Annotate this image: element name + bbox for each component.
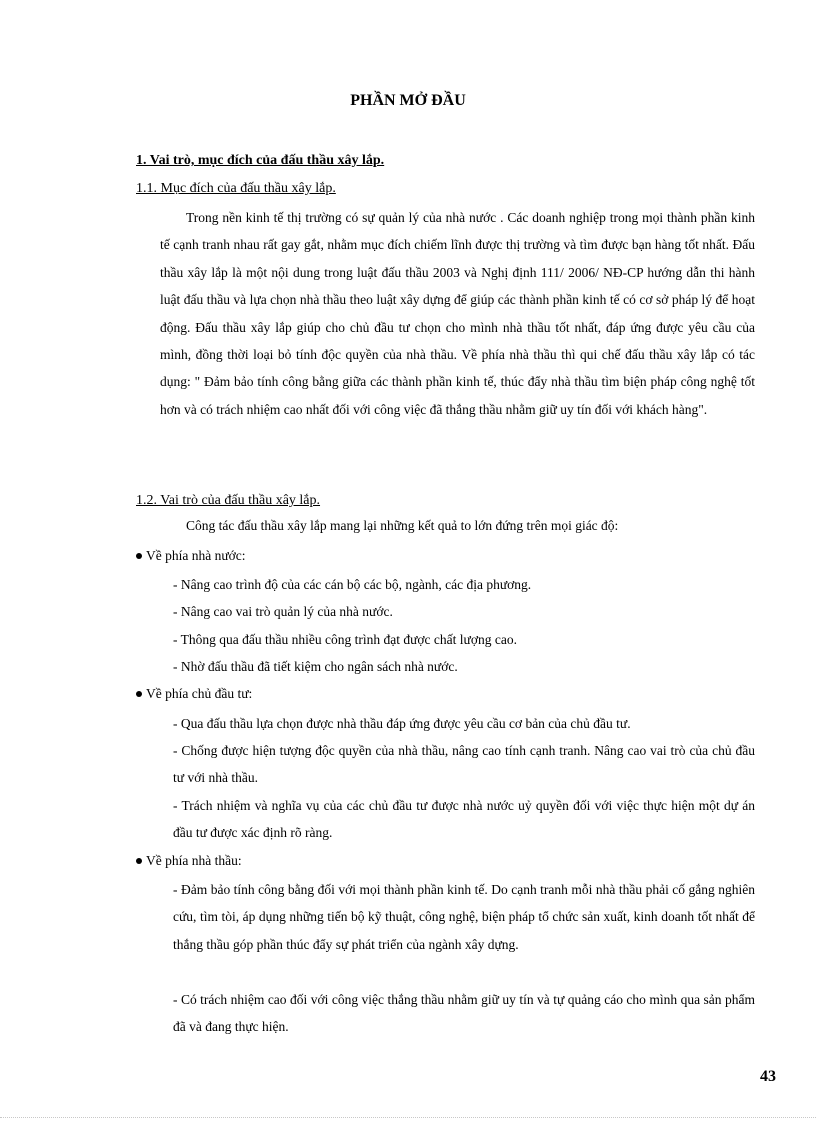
bullet-state-label: Về phía nhà nước:: [146, 548, 246, 563]
paragraph-purpose: [160, 204, 755, 423]
bullet-state: [136, 548, 246, 564]
bullet-investor: [136, 686, 252, 702]
bullet-investor-label: Về phía chủ đầu tư:: [146, 686, 253, 701]
page-bottom-divider: [0, 1117, 816, 1118]
bullet-dot-icon: [136, 553, 142, 559]
paragraph-purpose-text: Trong nền kinh tế thị trường có sự quản lý của nhà nước . Các doanh nghiệp trong mọi thành phần kinh tế cạnh tranh nhau rất gay gắt, nhằm mục đích chiếm lĩnh được thị trường và tìm được bạn hàng tốt nhất. Đấu thầu xây lắp là một nội dung trong luật đấu thầu 2003 và Nghị định 111/ 2006/ NĐ-CP hướng dẫn thi hành luật đấu thầu và lựa chọn nhà thầu theo luật xây dựng để giúp các thành phần kinh tế có cơ sở pháp lý để hoạt động. Đấu thầu xây lắp giúp cho chủ đầu tư chọn cho mình nhà thầu tốt nhất, đáp ứng được yêu cầu của mình, đồng thời loại bỏ tính độc quyền của nhà thầu. Về phía nhà thầu thì qui chế đấu thầu xây lắp có tác dụng: " Đảm bảo tính công bằng giữa các thành phần kinh tế, thúc đẩy nhà thầu tìm biện pháp công nghệ tốt hơn và có trách nhiệm cao nhất đối với công việc đã thắng thầu nhằm giữ uy tín đối với khách hàng".: [160, 210, 755, 417]
list-item: - Trách nhiệm và nghĩa vụ của các chủ đầu tư được nhà nước uỷ quyền đối với việc thực hiện một dự án đầu tư được xác định rõ ràng.: [173, 798, 755, 841]
page-title: PHẦN MỞ ĐẦU: [350, 92, 466, 109]
bullet-contractor-label: Về phía nhà thầu:: [146, 853, 242, 868]
list-item: - Qua đấu thầu lựa chọn được nhà thầu đáp ứng được yêu cầu cơ bản của chủ đầu tư.: [173, 716, 631, 731]
list-item: - Có trách nhiệm cao đối với công việc thắng thầu nhằm giữ uy tín và tự quảng cáo cho mình qua sản phẩm đã và đang thực hiện.: [173, 992, 755, 1035]
bullet-dot-icon: [136, 691, 142, 697]
bullet-contractor: [136, 853, 242, 869]
roles-intro: Công tác đấu thầu xây lắp mang lại những kết quả to lớn đứng trên mọi giác độ:: [186, 518, 619, 533]
list-item: - Đảm bảo tính công bằng đối với mọi thành phần kinh tế. Do cạnh tranh mỗi nhà thầu phải cố gắng nghiên cứu, tìm tòi, áp dụng những tiến bộ kỹ thuật, công nghệ, biện pháp tổ chức sản xuất, kinh doanh tốt nhất để thắng thầu góp phần thúc đẩy sự phát triển của ngành xây dựng.: [173, 882, 755, 952]
list-item: - Nâng cao trình độ của các cán bộ các bộ, ngành, các địa phương.: [173, 577, 532, 592]
bullet-dot-icon: [136, 858, 142, 864]
list-item: - Nhờ đấu thầu đã tiết kiệm cho ngân sách nhà nước.: [173, 659, 458, 674]
page-number: 43: [760, 1068, 776, 1085]
list-item: - Nâng cao vai trò quản lý của nhà nước.: [173, 604, 393, 619]
subsection-heading-1-2: 1.2. Vai trò của đấu thầu xây lắp.: [136, 493, 321, 508]
subsection-heading-1-1: 1.1. Mục đích của đấu thầu xây lắp.: [136, 181, 336, 196]
list-item: - Chống được hiện tượng độc quyền của nhà thầu, nâng cao tính cạnh tranh. Nâng cao vai trò của chủ đầu tư với nhà thầu.: [173, 743, 755, 786]
list-item: - Thông qua đấu thầu nhiều công trình đạt được chất lượng cao.: [173, 632, 517, 647]
section-heading-1: 1. Vai trò, mục đích của đấu thầu xây lắp.: [136, 153, 385, 168]
